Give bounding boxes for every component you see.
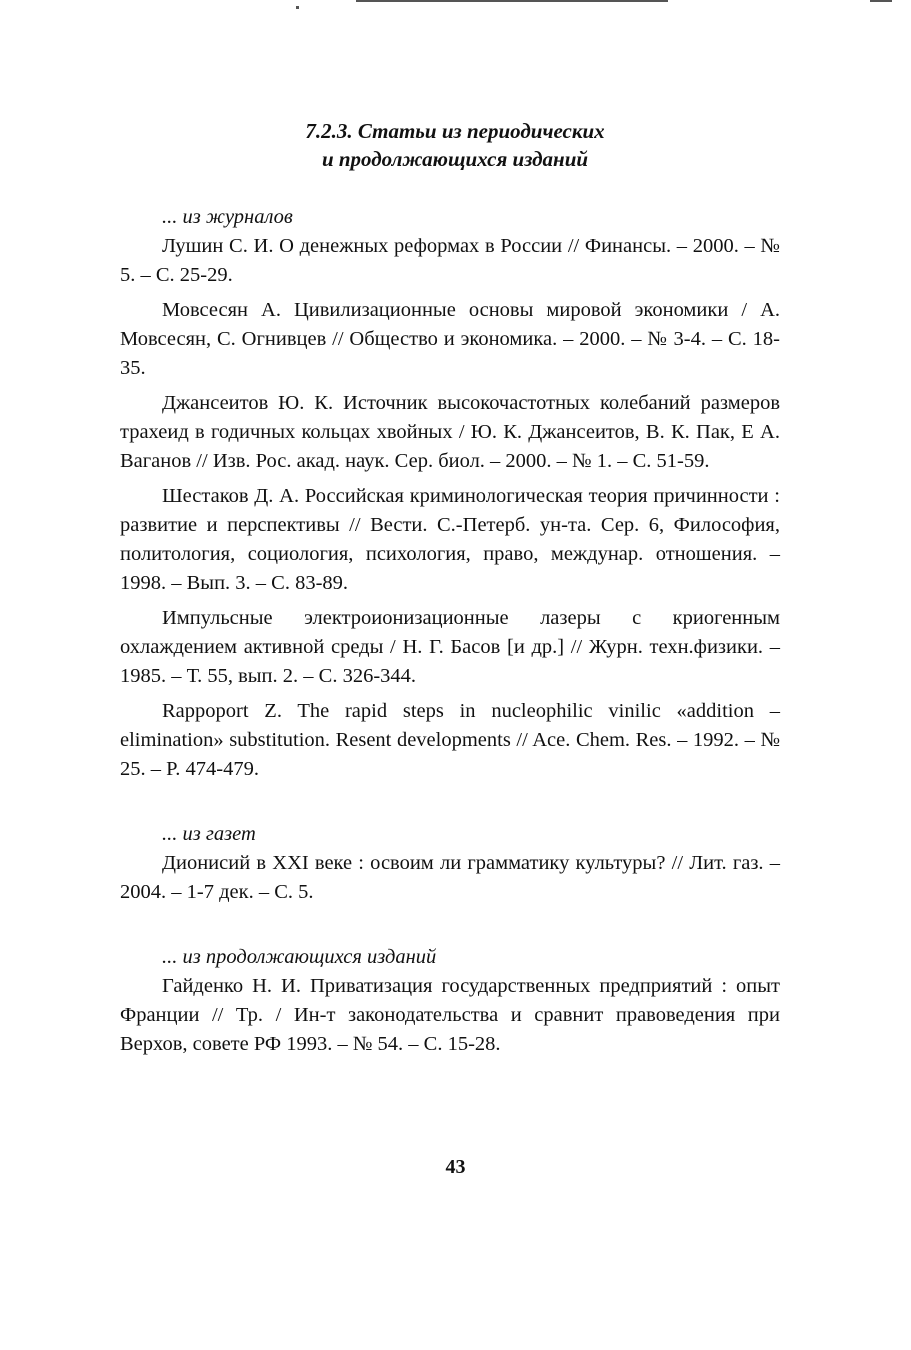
newspapers-section [120, 820, 780, 907]
bibliography-entry: Rappoport Z. The rapid steps in nucleophilic vinilic «addition – elimination» substitution. Resent developments // Ace. Chem. Res. – 1992. – № 25. – P. 474-479. [120, 700, 780, 780]
journals-section [120, 203, 780, 784]
page-number: 43 [445, 1156, 466, 1178]
section-label-serials: ... из продолжающихся изданий [162, 946, 437, 968]
heading-line-1: 7.2.3. Статьи из периодических [305, 119, 605, 143]
bibliography-entry: Мовсесян А. Цивилизационные основы мировой экономики / А. Мовсесян, С. Огнивцев // Общество и экономика. – 2000. – № 3-4. – С. 18-35. [120, 299, 780, 379]
bibliography [120, 203, 780, 1065]
scan-edge-line [870, 0, 892, 2]
bibliography-entry: Шестаков Д. А. Российская криминологическая теория причинности : развитие и перспективы // Вести. С.-Петерб. ун-та. Сер. 6, Философия, политология, социология, психология, право, междунар. отношения. – 1998. – Вып. 3. – С. 83-89. [120, 485, 780, 594]
serials-section [120, 943, 780, 1059]
section-gap [120, 790, 780, 820]
section-label-journals: ... из журналов [162, 206, 293, 228]
section-gap [120, 913, 780, 943]
section-label-newspapers: ... из газет [162, 823, 256, 845]
bibliography-entry: Дионисий в XXI веке : освоим ли грамматику культуры? // Лит. газ. – 2004. – 1-7 дек. – С. 5. [120, 852, 780, 903]
bibliography-entry: Джансеитов Ю. К. Источник высокочастотных колебаний размеров трахеид в годичных кольцах хвойных / Ю. К. Джансеитов, В. К. Пак, Е А. Ваганов // Изв. Рос. акад. наук. Сер. биол. – 2000. – № 1. – С. 51-59. [120, 392, 780, 472]
bibliography-entry: Гайденко Н. И. Приватизация государственных предприятий : опыт Франции // Тр. / Ин-т законодательства и сравнит правоведения при Верхов, совете РФ 1993. – № 54. – С. 15-28. [120, 975, 780, 1055]
heading-line-2: и продолжающихся изданий [321, 147, 589, 171]
bibliography-entry: Импульсные электроионизационные лазеры с криогенным охлаждением активной среды / Н. Г. Басов [и др.] // Журн. техн.физики. – 1985. – Т. 55, вып. 2. – С. 326-344. [120, 607, 780, 687]
section-heading [150, 117, 760, 173]
bibliography-entry: Лушин С. И. О денежных реформах в России // Финансы. – 2000. – № 5. – С. 25-29. [120, 235, 780, 286]
scan-edge-line [356, 0, 668, 2]
scan-speck [296, 6, 299, 9]
